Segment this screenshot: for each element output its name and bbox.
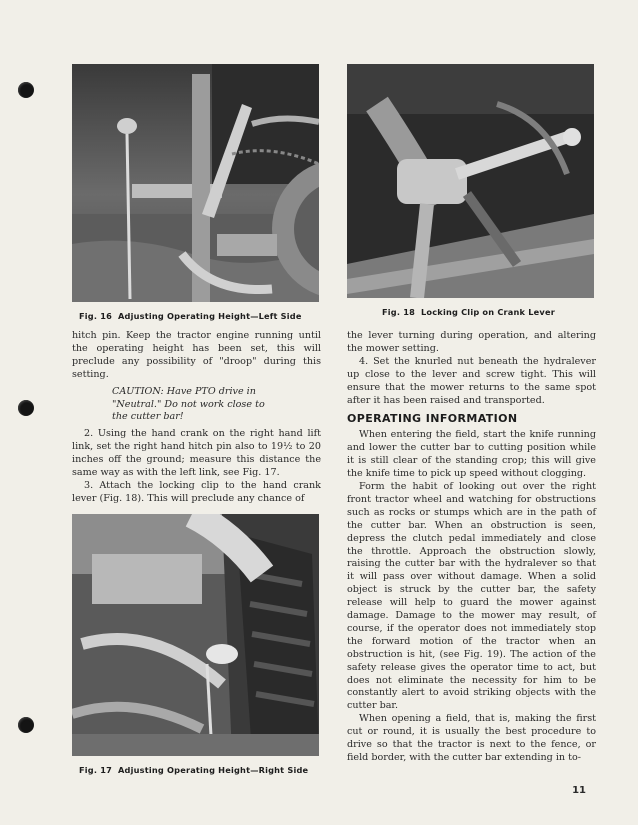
fig17-caption xyxy=(79,765,308,775)
paragraph: Form the habit of looking out over the right front tractor wheel and watching for obstructions such as rocks or stumps which are in the path of the cutter bar. When an obstruction is seen, depress the clutch pedal immediately and close the throttle. Approach the obstruction slowly, raising the cutter bar with the hydralever so that it will pass over without damage. When a solid object is struck by the cutter bar, the safety release will help to guard the mower against damage. Damage to the mower may result, of course, if the operator does not immediately stop the forward motion of the tractor when an obstruction is hit, (see Fig. 19). The action of the safety release gives the operator time to act, but does not eliminate the necessity for him to be constantly alert to avoid striking objects with the cutter bar. xyxy=(347,480,596,712)
paragraph: When opening a field, that is, making the first cut or round, it is usually the best procedure to drive so that the tractor is next to the fence, or field border, with the cutter bar extending in to- xyxy=(347,713,596,763)
paragraph: hitch pin. Keep the tractor engine running until the operating height has been set, this will preclude any possibility of "droop" during this setting. xyxy=(72,330,321,380)
fig16-number: Fig. 16 xyxy=(79,311,113,321)
fig17-photo xyxy=(72,514,319,756)
fig16-caption-text: Adjusting Operating Height—Left Side xyxy=(118,311,302,321)
fig18-photo xyxy=(347,64,594,298)
paragraph: 2. Using the hand crank on the right hand lift link, set the right hand hitch pin also to 19½ to 20 inches off the ground; measure this distance the same way as with the left link, see Fig. 17. xyxy=(72,428,321,479)
binder-hole xyxy=(18,82,34,98)
fig16-photo xyxy=(72,64,319,302)
binder-hole xyxy=(18,717,34,733)
page-number: 11 xyxy=(572,785,586,796)
right-text-column xyxy=(347,330,596,765)
section-heading: OPERATING INFORMATION xyxy=(347,412,518,426)
fig17-number: Fig. 17 xyxy=(79,765,113,775)
fig18-caption-text: Locking Clip on Crank Lever xyxy=(421,307,555,317)
paragraph: the lever turning during operation, and altering the mower setting. xyxy=(347,330,596,354)
fig17-caption-text: Adjusting Operating Height—Right Side xyxy=(118,765,309,775)
paragraph: 4. Set the knurled nut beneath the hydralever up close to the lever and screw tight. This will ensure that the mower returns to the same spot after it has been raised and transported. xyxy=(347,355,596,406)
fig18-caption xyxy=(382,307,555,317)
binder-hole xyxy=(18,400,34,416)
paragraph: 3. Attach the locking clip to the hand crank lever (Fig. 18). This will preclude any chance of xyxy=(72,479,321,504)
paragraph: When entering the field, start the knife running and lower the cutter bar to cutting position while it is still clear of the standing crop; this will give the knife time to pick up speed without clogging. xyxy=(347,429,596,480)
left-text-column xyxy=(72,330,321,506)
fig16-caption xyxy=(79,311,302,321)
fig18-number: Fig. 18 xyxy=(382,307,416,317)
caution-note: CAUTION: Have PTO drive in "Neutral." Do not work close to the cutter bar! xyxy=(112,385,265,423)
